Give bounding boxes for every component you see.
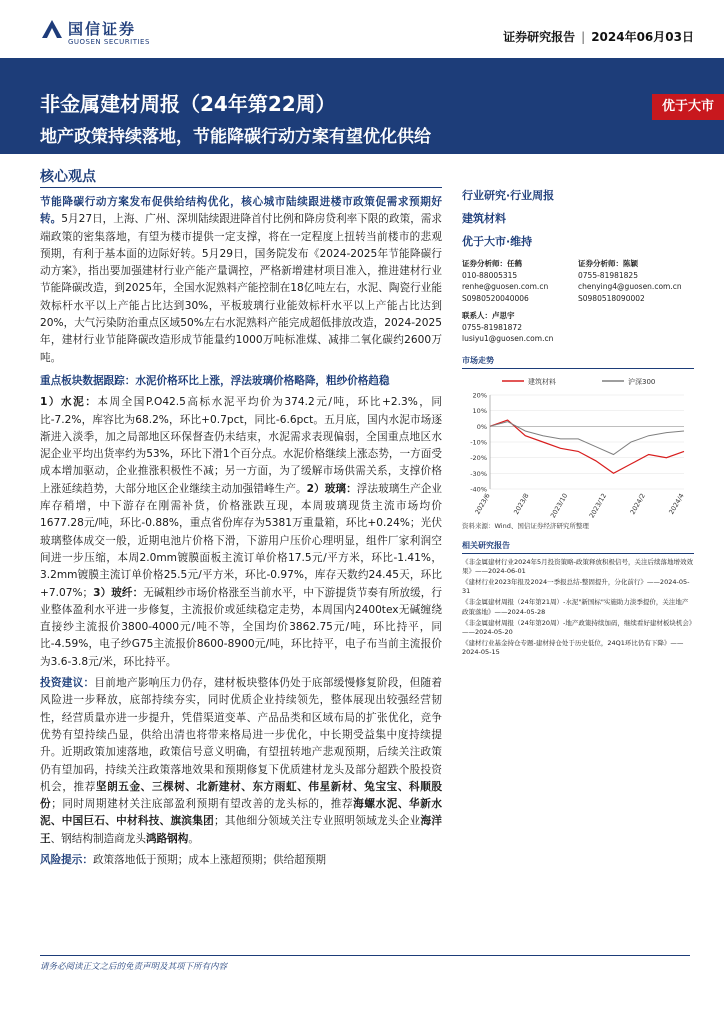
- cement-body: 本周全国P.O42.5高标水泥平均价为374.2元/吨，环比+2.3%，同比-7.2%，库容比为68.2%，环比+0.7pct，同比-6.6pct。五月底，国内水泥市场逐渐进入淡季，加之局部地区环保督查仍未结束，水泥需求表现偏弱，全国重点地区水泥企业平均出货率约为53%，环比下滑1个百分点。水泥价格继续上涨态势，一方面受成本增加驱动，企业推涨积极性不减；另一方面，为了缓解市场供需关系，支撑价格上涨延续趋势，大部分地区企业继续主动加强错峰生产。: [40, 396, 442, 495]
- risk-paragraph: [40, 852, 442, 869]
- policy-highlight: 节能降碳行动方案发布促供给结构优化，核心城市陆续跟进楼市政策促需求预期好转。: [40, 196, 442, 226]
- fiberglass-body: 无碱粗纱市场价格涨至当前水平，中下游提货节奏有所放缓，行业整体盈利水平进一步修复，主流报价或延续稳定走势，本周国内2400tex无碱缠绕直接纱主流报价3800-4000元/吨不等，全国均价3862.75元/吨，环比持平，同比-4.59%，电子纱G75主流报价8600-8900元/吨，环比持平，电子布当前主流报价为3.6-3.8元/米，环比持平。: [40, 586, 442, 668]
- meta-separator: |: [581, 30, 586, 44]
- related-report[interactable]: 《非金属建材行业2024年5月投资策略-政策释放积极信号，关注后续落地增效效果》——2024-06-01: [462, 557, 694, 575]
- analyst-cert: S0980518090002: [578, 293, 645, 303]
- y-tick-label: -30%: [470, 469, 487, 478]
- report-date: 2024年06月03日: [591, 30, 694, 44]
- y-tick-label: -20%: [470, 453, 487, 462]
- risk-body: 政策落地低于预期；成本上涨超预期；供给超预期: [92, 853, 327, 866]
- investment-lead: 投资建议：: [40, 677, 95, 690]
- report-meta: [503, 28, 694, 45]
- investment-paragraph: [40, 675, 442, 848]
- y-tick-label: -40%: [470, 485, 487, 493]
- contact-card: [462, 310, 694, 345]
- top-header: [0, 0, 724, 58]
- fiberglass-lead: 3）玻纤：: [93, 586, 144, 599]
- y-tick-label: 0%: [476, 422, 487, 431]
- related-report[interactable]: 《非金属建材周报（24年第20周）-地产政策持续加码，继续看好建材板块机会》——2024-05-20: [462, 618, 693, 636]
- analyst-email[interactable]: renhe@guosen.com.cn: [462, 282, 549, 291]
- contact-email[interactable]: lusiyu1@guosen.com.cn: [462, 334, 554, 343]
- investment-body-4: 、钢结构制造商龙头: [50, 832, 146, 845]
- stock-picks-4: 鸿路钢构: [145, 832, 189, 845]
- policy-body: 5月27日，上海、广州、深圳陆续跟进降首付比例和降房贷利率下限的政策，需求端政策的密集落地，有望为楼市提供一定支撑，将在一定程度上扭转当前楼市的悲观预期，有利于基本面的边际好转。5月29日，国务院发布《2024-2025年节能降碳行动方案》，指出要加强建材行业产能产量调控，严格新增建材项目准入，推进建材行业节能降碳改造，到2025年，全国水泥熟料产能控制在18亿吨左右，水泥、陶瓷行业能效标杆水平以上产能占比达到30%，平板玻璃行业能效标杆水平以上产能占比达到20%，大气污染防治重点区域50%左右水泥熟料产能完成超低排放改造，2024-2025年，建材行业节能降碳改造形成节能量约1000万吨标准煤、减排二氧化碳约2600万吨。: [40, 213, 443, 364]
- stock-picks-2: 海螺水泥、华新水泥、中国巨石、中材科技、旗滨集团: [40, 798, 443, 828]
- analyst-phone: 010-88005315: [462, 270, 518, 280]
- stock-picks-1: 坚朗五金、三棵树、北新建材、东方雨虹、伟星新材、兔宝宝、科顺股份: [40, 780, 443, 811]
- analyst-email[interactable]: chenying4@guosen.com.cn: [578, 282, 682, 291]
- stock-picks-3: 海洋王: [40, 815, 443, 845]
- glass-lead: 2）玻璃：: [306, 482, 357, 495]
- report-type: 证券研究报告: [503, 30, 576, 44]
- cement-lead: 1）水泥：: [40, 396, 98, 409]
- title-band: [0, 58, 724, 154]
- report-category: 行业研究·行业周报: [462, 189, 555, 202]
- analyst-name: 证券分析师：陈颖: [578, 259, 638, 268]
- core-view-column: [40, 166, 442, 869]
- analyst-cert: S0980520040006: [462, 293, 529, 303]
- analyst-card: [462, 258, 578, 304]
- sidebar-column: [462, 186, 694, 660]
- x-tick-label: 2023/12: [587, 491, 609, 519]
- related-report[interactable]: 《建材行业2023年报及2024一季报总结-整固提升，分化前行》——2024-05-31: [462, 577, 690, 596]
- related-reports-list: [462, 558, 694, 658]
- x-tick-label: 2024/4: [667, 491, 686, 516]
- glass-body: 浮法玻璃生产企业库存稍增，中下游存在刚需补货，价格涨跌互现，本周玻璃现货主流市场均价1677.28元/吨，环比-0.88%，重点省份库存为5381万重量箱，环比+0.24%；光伏玻璃整体成交一般，近期电池片价格下滑，下游用户压价心理明显，组件厂家利润空间进一步压缩，本周2.0mm镀膜面板主流订单价格17.5元/平方米，环比-1.41%，3.2mm镀膜主流订单价格25.5元/平方米，环比-0.97%，库存天数约24.45天，环比+7.07%；: [40, 482, 443, 599]
- analyst-card: [578, 258, 694, 304]
- rating-line: 优于大市·维持: [462, 235, 533, 248]
- x-tick-label: 2023/8: [512, 491, 531, 516]
- contact-phone: 0755-81981872: [462, 322, 522, 332]
- y-tick-label: 10%: [472, 406, 487, 415]
- industry-name: 建筑材料: [462, 212, 506, 225]
- guosen-logo: [42, 18, 182, 52]
- tracking-paragraph: [40, 394, 442, 671]
- footer-disclaimer: 请务必阅读正文之后的免责声明及其项下所有内容: [40, 955, 690, 972]
- y-tick-label: 20%: [472, 391, 487, 399]
- investment-body-3: ；其他细分领域关注专业照明领域龙头企业: [213, 815, 421, 828]
- trend-chart-svg: [462, 373, 694, 519]
- legend-label: 沪深300: [628, 377, 656, 386]
- related-report[interactable]: 《非金属建材周报（24年第21周）-水泥"新国标"实施助力淡季提价，关注地产政策落地》——2024-05-28: [462, 598, 689, 616]
- legend-label: 建筑材料: [528, 377, 556, 386]
- market-trend-chart: [462, 373, 694, 519]
- analyst-name: 证券分析师：任鹤: [462, 259, 522, 268]
- contact-name: 联系人：卢思宇: [462, 311, 515, 320]
- x-tick-label: 2023/6: [473, 491, 492, 516]
- investment-body-1: 目前地产影响压力仍存，建材板块整体仍处于底部缓慢修复阶段，但随着风险进一步释放，底部持续夯实，同时优质企业持续领先，整体展现出较强经营韧性，经营质量亦进一步提升，凭借渠道变革、产品品类和区域布局的扩张优化，竞争优势有望持续凸显，供给出清也将带来格局进一步优化，中长期受益集中度持续提升。近期政策加速落地，政策信号意义明确，有望扭转地产悲观预期，后续关注政策仍有望加码，持续关注政策落地效果和预期修复下优质建材龙头及部分超跌个股投资机会，推荐: [40, 677, 443, 793]
- logo-text-cn: 国信证券: [68, 20, 137, 38]
- related-reports-title: 相关研究报告: [462, 540, 694, 554]
- market-trend-title: 市场走势: [462, 355, 694, 369]
- y-tick-label: -10%: [470, 438, 487, 446]
- x-tick-label: 2023/10: [548, 491, 570, 519]
- investment-body-2: ；同时周期建材关注底部盈利预期有望改善的龙头标的，推荐: [51, 798, 354, 811]
- policy-paragraph: [40, 194, 442, 367]
- investment-end: 。: [188, 832, 199, 845]
- risk-lead: 风险提示：: [40, 853, 93, 866]
- core-view-title: 核心观点: [40, 166, 442, 188]
- guosen-logo-icon: [42, 18, 62, 38]
- related-report[interactable]: 《建材行业基金持仓专题-建材持仓处于历史低位，24Q1环比仍有下降》——2024-05-15: [462, 639, 684, 657]
- rating-tag: 优于大市: [652, 94, 724, 120]
- analysts: [462, 258, 694, 304]
- chart-source: 资料来源：Wind、国信证券经济研究所整理: [462, 521, 589, 530]
- report-title: 非金属建材周报（24年第22周）: [40, 92, 336, 116]
- tracking-heading: 重点板块数据跟踪：水泥价格环比上涨，浮法玻璃价格略降，粗纱价格趋稳: [40, 374, 390, 387]
- report-subtitle: 地产政策持续落地，节能降碳行动方案有望优化供给: [40, 127, 431, 147]
- logo-text-en: GUOSEN SECURITIES: [68, 38, 150, 46]
- x-tick-label: 2024/2: [628, 491, 647, 516]
- analyst-phone: 0755-81981825: [578, 270, 638, 280]
